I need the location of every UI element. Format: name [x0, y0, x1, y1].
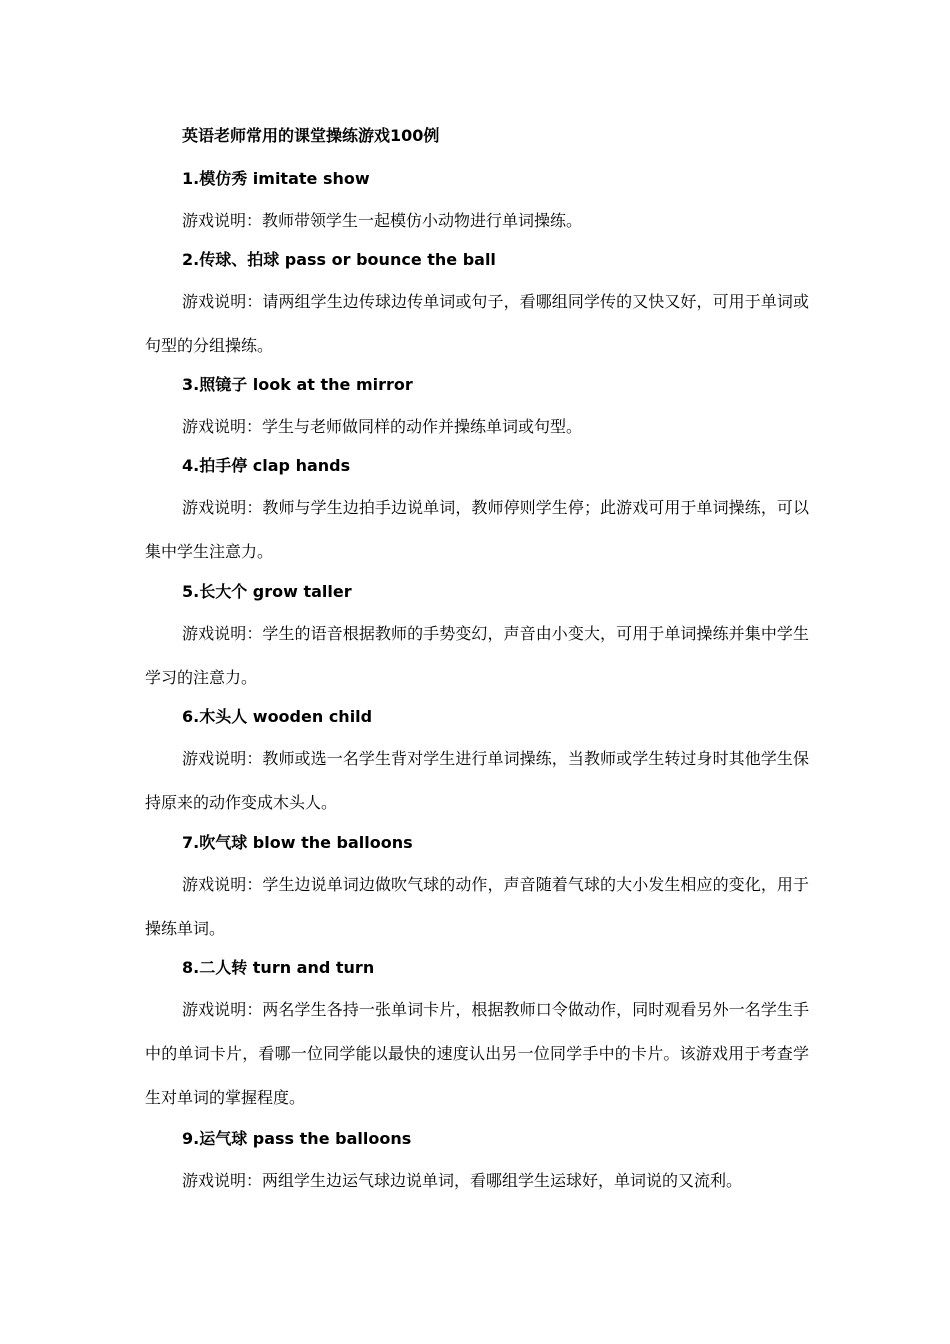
item-heading: 6.木头人 wooden child — [182, 707, 373, 726]
item-description: 游戏说明：两组学生边运气球边说单词，看哪组学生运球好，单词说的又流利。 — [182, 1171, 743, 1190]
item-description: 游戏说明：学生边说单词边做吹气球的动作，声音随着气球的大小发生相应的变化，用于操练单词。 — [145, 875, 809, 938]
item-description: 游戏说明：教师与学生边拍手边说单词，教师停则学生停；此游戏可用于单词操练，可以集中学生注意力。 — [145, 498, 809, 561]
item-description: 游戏说明：两名学生各持一张单词卡片，根据教师口令做动作，同时观看另外一名学生手中的单词卡片，看哪一位同学能以最快的速度认出另一位同学手中的卡片。该游戏用于考查学生对单词的掌握程度。 — [145, 1000, 809, 1107]
item-heading: 8.二人转 turn and turn — [182, 958, 375, 977]
item-heading: 9.运气球 pass the balloons — [182, 1129, 412, 1148]
document-title: 英语老师常用的课堂操练游戏100例 — [182, 126, 440, 145]
item-heading: 7.吹气球 blow the balloons — [182, 833, 413, 852]
item-description: 游戏说明：学生与老师做同样的动作并操练单词或句型。 — [182, 417, 583, 436]
item-heading: 5.长大个 grow taller — [182, 582, 352, 601]
item-heading: 4.拍手停 clap hands — [182, 456, 351, 475]
item-description: 游戏说明：学生的语音根据教师的手势变幻，声音由小变大，可用于单词操练并集中学生学习的注意力。 — [145, 624, 809, 687]
item-heading: 3.照镜子 look at the mirror — [182, 375, 413, 394]
item-heading: 1.模仿秀 imitate show — [182, 169, 370, 188]
item-description: 游戏说明：请两组学生边传球边传单词或句子，看哪组同学传的又快又好，可用于单词或句型的分组操练。 — [145, 292, 809, 355]
item-description: 游戏说明：教师或选一名学生背对学生进行单词操练，当教师或学生转过身时其他学生保持原来的动作变成木头人。 — [145, 749, 809, 812]
item-description: 游戏说明：教师带领学生一起模仿小动物进行单词操练。 — [182, 211, 583, 230]
item-heading: 2.传球、拍球 pass or bounce the ball — [182, 250, 496, 269]
